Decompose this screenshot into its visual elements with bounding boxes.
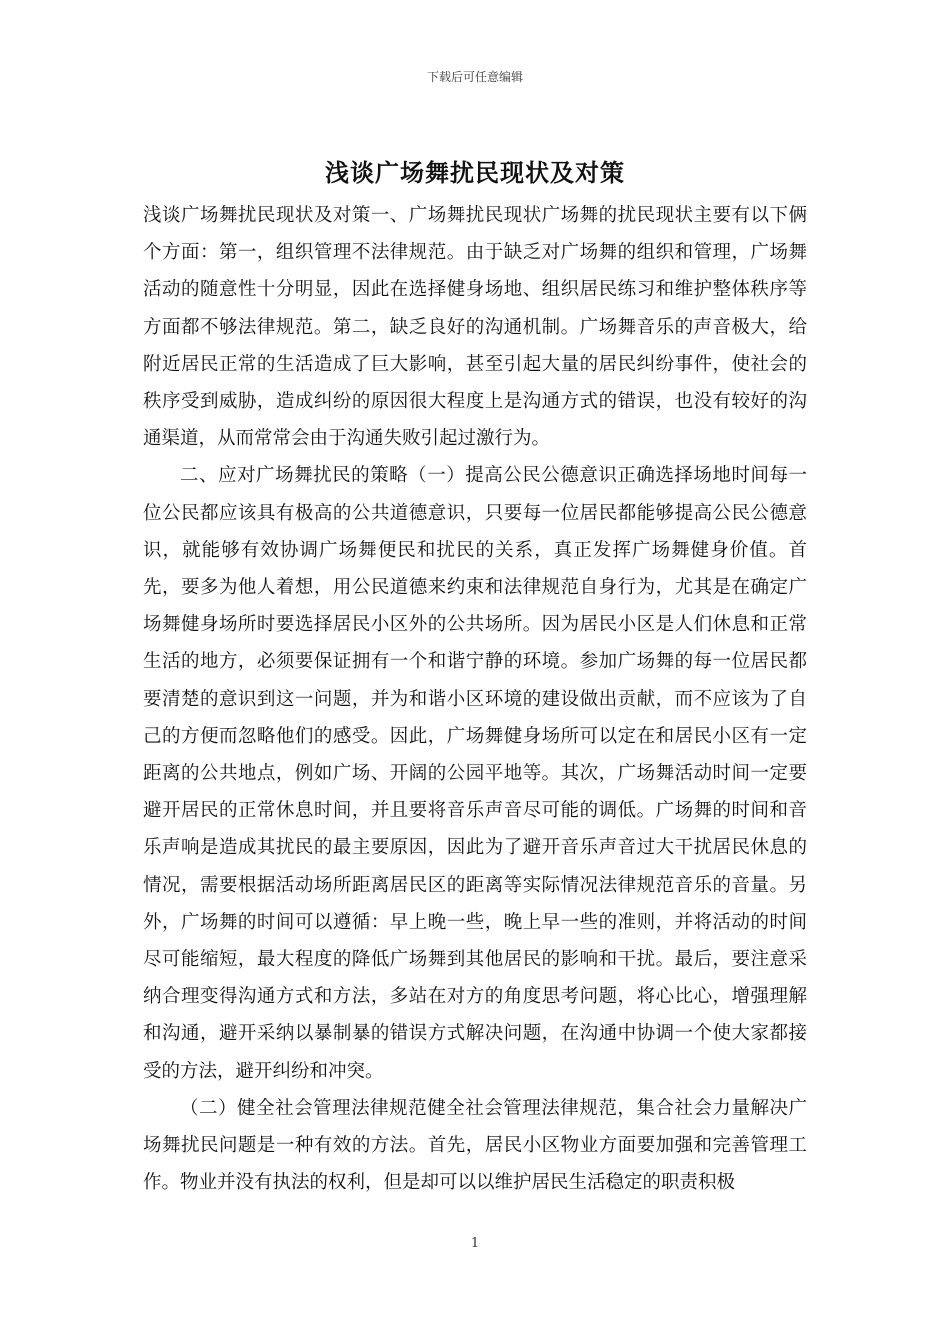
paragraph-3: （二）健全社会管理法律规范健全社会管理法律规范，集合社会力量解决广场舞扰民问题是一种有效的方法。首先，居民小区物业方面要加强和完善管理工作。物业并没有执法的权利，但是却可以以维护居民生活稳定的职责积极 <box>143 1097 807 1194</box>
document-body <box>143 197 807 1201</box>
page-header: 下载后可任意编辑 <box>426 70 523 84</box>
paragraph-2: 二、应对广场舞扰民的策略（一）提高公民公德意识正确选择场地时间每一位公民都应该具有极高的公共道德意识，只要每一位居民都能够提高公民公德意识，就能够有效协调广场舞便民和扰民的关系，真正发挥广场舞健身价值。首先，要多为他人着想，用公民道德来约束和法律规范自身行为，尤其是在确定广场舞健身场所时要选择居民小区外的公共场所。因为居民小区是人们休息和正常生活的地方，必须要保证拥有一个和谐宁静的环境。参加广场舞的每一位居民都要清楚的意识到这一问题，并为和谐小区环境的建设做出贡献，而不应该为了自己的方便而忽略他们的感受。因此，广场舞健身场所可以定在和居民小区有一定距离的公共地点，例如广场、开阔的公园平地等。其次，广场舞活动时间一定要避开居民的正常休息时间，并且要将音乐声音尽可能的调低。广场舞的时间和音乐声响是造成其扰民的最主要原因，因此为了避开音乐声音过大干扰居民休息的情况，需要根据活动场所距离居民区的距离等实际情况法律规范音乐的音量。另外，广场舞的时间可以遵循：早上晚一些，晚上早一些的准则，并将活动的时间尽可能缩短，最大程度的降低广场舞到其他居民的影响和干扰。最后，要注意采纳合理变得沟通方式和方法，多站在对方的角度思考问题，将心比心，增强理解和沟通，避开采纳以暴制暴的错误方式解决问题，在沟通中协调一个使大家都接受的方法，避开纠纷和冲突。 <box>143 465 807 1082</box>
paragraph-1: 浅谈广场舞扰民现状及对策一、广场舞扰民现状广场舞的扰民现状主要有以下俩个方面：第一，组织管理不法律规范。由于缺乏对广场舞的组织和管理，广场舞活动的随意性十分明显，因此在选择健身场地、组织居民练习和维护整体秩序等方面都不够法律规范。第二，缺乏良好的沟通机制。广场舞音乐的声音极大，给附近居民正常的生活造成了巨大影响，甚至引起大量的居民纠纷事件，使社会的秩序受到威胁，造成纠纷的原因很大程度上是沟通方式的错误，也没有较好的沟通渠道，从而常常会由于沟通失败引起过激行为。 <box>143 205 807 450</box>
page-number: 1 <box>470 1236 480 1251</box>
document-title: 浅谈广场舞扰民现状及对策 <box>325 158 625 187</box>
